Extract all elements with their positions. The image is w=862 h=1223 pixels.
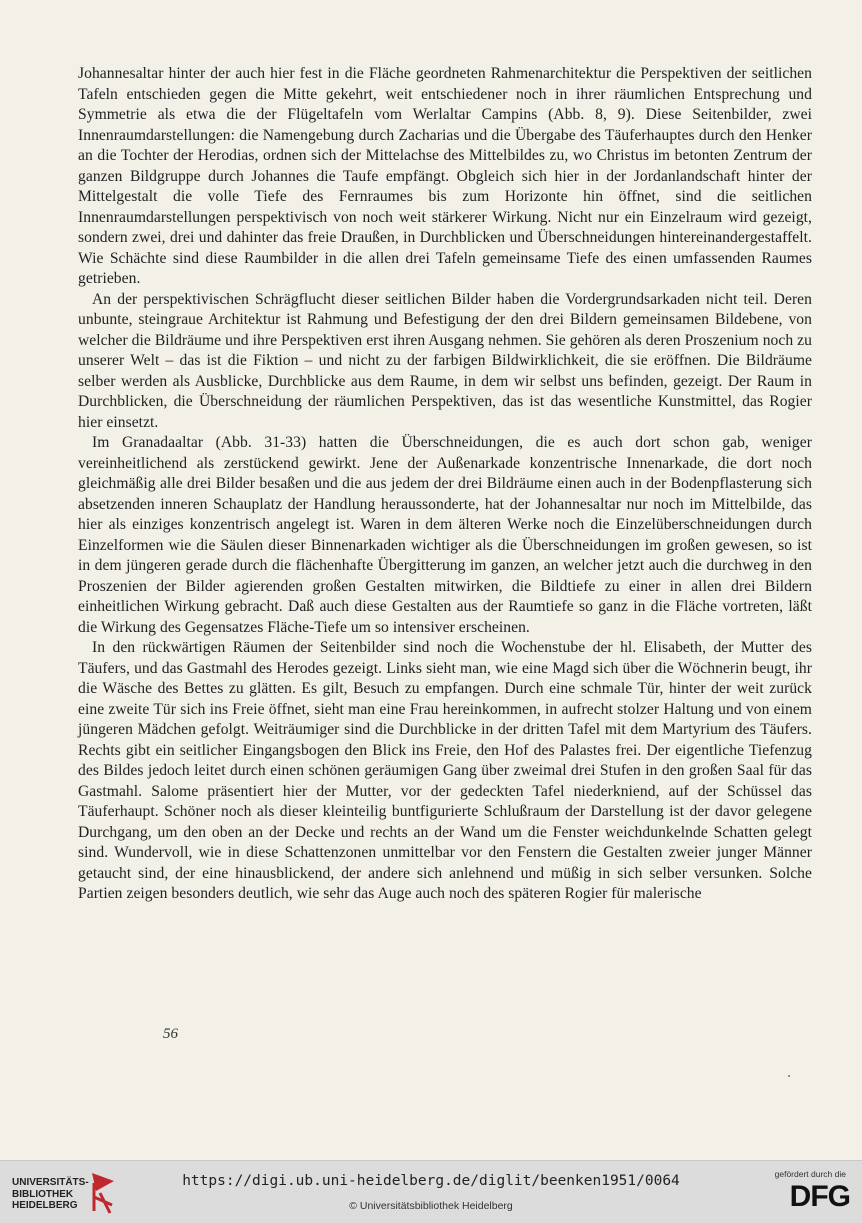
paragraph-4: In den rückwärtigen Räumen der Seitenbilder sind noch die Wochenstube der hl. Elisabeth, der Mutter des Täufers, und das Gastmahl des Herodes gezeigt. Links sieht man, wie eine Magd sich über die Wöchnerin beugt, ihr die Wäsche des Bettes zu glätten. Es gilt, Besuch zu empfangen. Durch eine schmale Tür, hinter der weit zurück eine zweite Tür sich ins Freie öffnet, sieht man eine Frau hereinkommen, in aufrecht stolzer Haltung und von einem jüngeren Mädchen gefolgt. Weiträumiger sind die Durchblicke in der dritten Tafel mit dem Martyrium des Täufers. Rechts gibt ein seitlicher Eingangsbogen den Blick ins Freie, den Hof des Palastes frei. Der eigentliche Tiefenzug des Bildes jedoch leitet durch einen schönen geräumigen Gang über zweimal drei Stufen in den großen Saal für das Gastmahl. Salome präsentiert hier der Mutter, vor der gedeckten Tafel niederkniend, auf der Schüssel das Täuferhaupt. Schöner noch als dieser kleinteilig buntfigurierte Schlußraum der Darstellung ist der davor gelegene Durchgang, um den oben an der Decke und rechts an der Wand um die Fenster weichdunkelnde Schatten gelegt sind. Wundervoll, wie in diese Schattenzonen unmittelbar vor den Fenstern die Gestalten zweier junger Männer getaucht sind, der eine hinausblickend, der andere sich anlehnend und müßig in sich selber versunken. Solche Partien zeigen besonders deutlich, wie sehr das Auge auch noch des späteren Rogier für malerische [78,639,812,902]
page-number: 56 [163,1026,178,1042]
library-name-line-1: UNIVERSITÄTS- [12,1177,89,1188]
paragraph-3: Im Granadaaltar (Abb. 31-33) hatten die Überschneidungen, die es auch dort schon gab, weniger vereinheitlichend als zerstückend gewirkt. Jene der Außenarkade konzentrische Innenarkade, die dort noch gleichmäßig alle drei Bilder besaßen und die aus jedem der drei Bildräume einen auch in der Bodenpflasterung sich absetzenden inneren Schauplatz der Handlung heraussonderte, hat der Johannesaltar nur noch im Mittelbilde, das hier als einziges konzentrisch angelegt ist. Waren in dem älteren Werke noch die Einzelüberschneidungen durch Einzelformen wie die Säulen dieser Binnenarkaden wichtiger als die Überschneidungen im großen gewesen, so ist in dem jüngeren gerade durch die flächenhafte Übergitterung im ganzen, an welcher jetzt auch die durchweg in den Proszenien der Bilder agierenden großen Gestalten mitwirken, die Bildtiefe zu einer in allen drei Bildern einheitlichen Wirkung gebracht. Daß auch diese Gestalten aus der Raumtiefe so ganz in die Fläche vortreten, läßt die Wirkung des Gegensatzes Fläche-Tiefe um so intensiver erscheinen. [78,434,812,636]
body-text [78,64,812,905]
page-url-link[interactable]: https://digi.ub.uni-heidelberg.de/diglit/beenken1951/0064 [182,1173,680,1189]
paragraph-1: Johannesaltar hinter der auch hier fest in die Fläche geordneten Rahmenarchitektur die Perspektiven der seitlichen Tafeln entschieden gegen die Mitte gekehrt, weit entschiedener noch in ihrer räumlichen Entsprechung und Symmetrie als etwa die der Flügeltafeln vom Werlaltar Campins (Abb. 8, 9). Diese Seitenbilder, zwei Innenraumdarstellungen: die Namengebung durch Zacharias und die Übergabe des Täuferhauptes durch den Henker an die Tochter der Herodias, ordnen sich der Mittelachse des Mittelbildes zu, wo Christus im betonten Zentrum der ganzen Bildgruppe durch Johannes die Taufe empfängt. Obgleich sich hier in der Jordanlandschaft hinter der Mittelgestalt die volle Tiefe des Fernraumes bis zum Horizonte hin öffnet, sind die seitlichen Innenraumdarstellungen perspektivisch von noch weit stärkerer Wirkung. Nicht nur ein Einzelraum wird gezeigt, sondern zwei, drei und dahinter das freie Draußen, in Durchblicken und Überschneidungen hintereinandergestaffelt. Wie Schächte sind diese Raumbilder in die allen drei Tafeln gemeinsame Tiefe des einen umfassenden Raumes getrieben. [78,65,812,287]
funding-caption: gefördert durch die [774,1169,846,1179]
paragraph-2: An der perspektivischen Schrägflucht dieser seitlichen Bilder haben die Vordergrundsarkaden nicht teil. Deren unbunte, steingraue Architektur ist Rahmung und Befestigung der den drei Bildern gemeinsamen Bildebene, von welcher die Bildräume und ihre Perspektiven erst ihren Ausgang nehmen. Sie gehören als deren Proszenium noch zu unserer Welt – das ist die Fiktion – und nicht zu der farbigen Bildwirklichkeit, die sie eröffnen. Die Bildräume selber werden als Ausblicke, Durchblicke aus dem Raume, in dem wir selbst uns befinden, gezeigt. Der Raum in Durchblicken, die Überschneidung der räumlichen Perspektiven, das ist das wesentliche Kunstmittel, das Rogier hier einsetzt. [78,290,812,431]
dfg-logo[interactable]: DFG [789,1180,850,1213]
viewer-footer [0,1160,862,1223]
library-name-line-2: BIBLIOTHEK [12,1188,74,1200]
paper-speck [788,1075,790,1077]
library-name-line-3: HEIDELBERG [12,1200,78,1211]
copyright-notice: © Universitätsbibliothek Heidelberg [349,1200,513,1212]
